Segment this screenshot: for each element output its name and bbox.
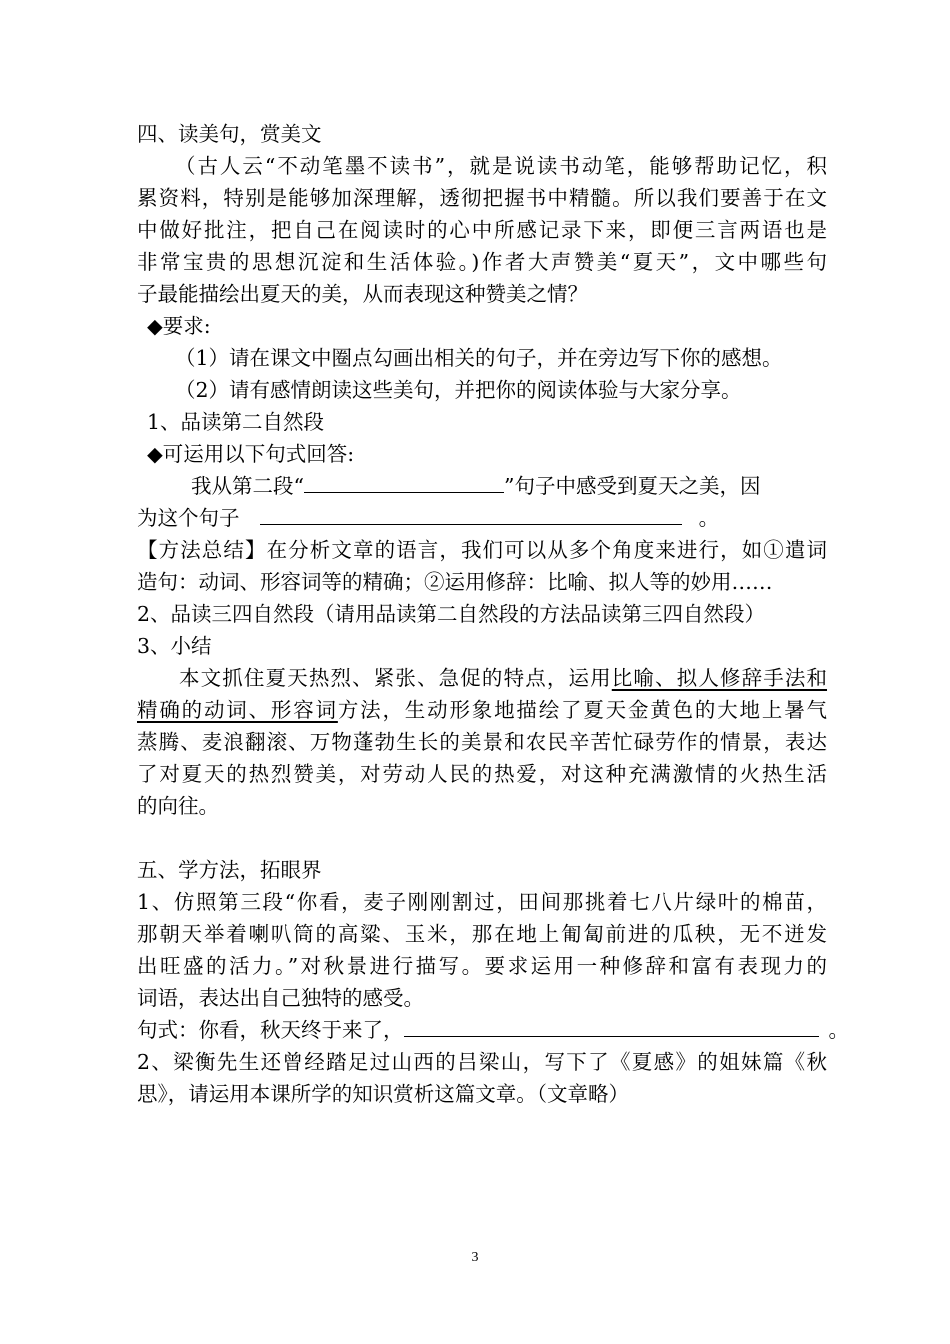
answer-blank[interactable] bbox=[304, 470, 504, 493]
answer-pattern-line bbox=[137, 470, 827, 502]
answer-blank[interactable] bbox=[404, 1014, 819, 1037]
item-line: 那朝天举着喇叭筒的高粱、玉米，那在地上匍匐前进的瓜秧，无不迸发 bbox=[137, 922, 827, 946]
pattern-end: 。 bbox=[828, 1018, 849, 1042]
item-3-title: 3、小结 bbox=[137, 634, 212, 658]
pattern-label: ◆可运用以下句式回答: bbox=[147, 442, 355, 466]
section-5-heading: 五、学方法，拓眼界 bbox=[137, 858, 322, 882]
requirement-item: （2）请有感情朗读这些美句，并把你的阅读体验与大家分享。 bbox=[175, 378, 742, 402]
pattern-text: 为这个句子 bbox=[137, 506, 240, 530]
pattern-text: 句式：你看，秋天终于来了， bbox=[137, 1018, 404, 1042]
summary-underline: 比喻、拟人修辞手法和 bbox=[611, 666, 828, 690]
method-summary-line: 造句：动词、形容词等的精确；②运用修辞：比喻、拟人等的妙用…… bbox=[137, 570, 773, 594]
pattern-end: 。 bbox=[698, 506, 720, 530]
autumn-pattern-line bbox=[137, 1014, 849, 1046]
document-body bbox=[137, 118, 849, 1110]
intro-line: 中做好批注，把自己在阅读时的心中所感记录下来，即便三言两语也是 bbox=[137, 218, 827, 242]
section-5-item-2 bbox=[137, 1046, 827, 1110]
summary-line: 的向往。 bbox=[137, 794, 219, 818]
summary-line: 蒸腾、麦浪翻滚、万物蓬勃生长的美景和农民辛苦忙碌劳作的情景，表达 bbox=[137, 730, 827, 754]
intro-line: 非常宝贵的思想沉淀和生活体验。)作者大声赞美“夏天”，文中哪些句 bbox=[137, 250, 827, 274]
summary-line bbox=[137, 662, 827, 694]
page-number: 3 bbox=[471, 1250, 479, 1265]
summary-line: 了对夏天的热烈赞美，对劳动人民的热爱，对这种充满激情的火热生活 bbox=[137, 762, 827, 786]
answer-blank[interactable] bbox=[260, 502, 682, 525]
item-line: 思》，请运用本课所学的知识赏析这篇文章。（文章略） bbox=[137, 1082, 629, 1106]
item-line: 出旺盛的活力。”对秋景进行描写。要求运用一种修辞和富有表现力的 bbox=[137, 954, 827, 978]
item-2-title: 2、品读三四自然段（请用品读第二自然段的方法品读第三四自然段） bbox=[137, 602, 766, 626]
section-4-heading: 四、读美句，赏美文 bbox=[137, 122, 322, 146]
intro-line: 累资料，特别是能够加深理解，透彻把握书中精髓。所以我们要善于在文 bbox=[137, 186, 827, 210]
method-summary-line: 【方法总结】在分析文章的语言，我们可以从多个角度来进行，如①遣词 bbox=[137, 538, 827, 562]
summary-paragraph bbox=[137, 662, 827, 822]
summary-text: 本文抓住夏天热烈、紧张、急促的特点，运用 bbox=[179, 666, 612, 690]
summary-line bbox=[137, 694, 827, 726]
intro-line: 子最能描绘出夏天的美，从而表现这种赞美之情？ bbox=[137, 282, 588, 306]
pattern-text: 我从第二段“ bbox=[191, 474, 304, 498]
requirement-label: ◆要求: bbox=[147, 314, 211, 338]
item-line: 2、梁衡先生还曾经踏足过山西的吕梁山，写下了《夏感》的姐妹篇《秋 bbox=[137, 1050, 827, 1074]
item-1-title: 1、品读第二自然段 bbox=[147, 410, 325, 434]
answer-pattern-line bbox=[137, 502, 827, 534]
summary-text: 方法，生动形象地描绘了夏天金黄色的大地上暑气 bbox=[337, 698, 828, 722]
item-line: 词语，表达出自己独特的感受。 bbox=[137, 986, 424, 1010]
item-line: 1、仿照第三段“你看，麦子刚刚割过，田间那挑着七八片绿叶的棉苗， bbox=[137, 890, 827, 914]
pattern-text: ”句子中感受到夏天之美，因 bbox=[503, 474, 761, 498]
intro-line: （古人云“不动笔墨不读书”，就是说读书动笔，能够帮助记忆，积 bbox=[175, 154, 827, 178]
requirement-item: （1）请在课文中圈点勾画出相关的句子，并在旁边写下你的感想。 bbox=[175, 346, 783, 370]
section-4-intro bbox=[137, 150, 827, 310]
section-5-item-1 bbox=[137, 886, 827, 1014]
summary-underline: 精确的动词、形容词 bbox=[137, 698, 338, 722]
